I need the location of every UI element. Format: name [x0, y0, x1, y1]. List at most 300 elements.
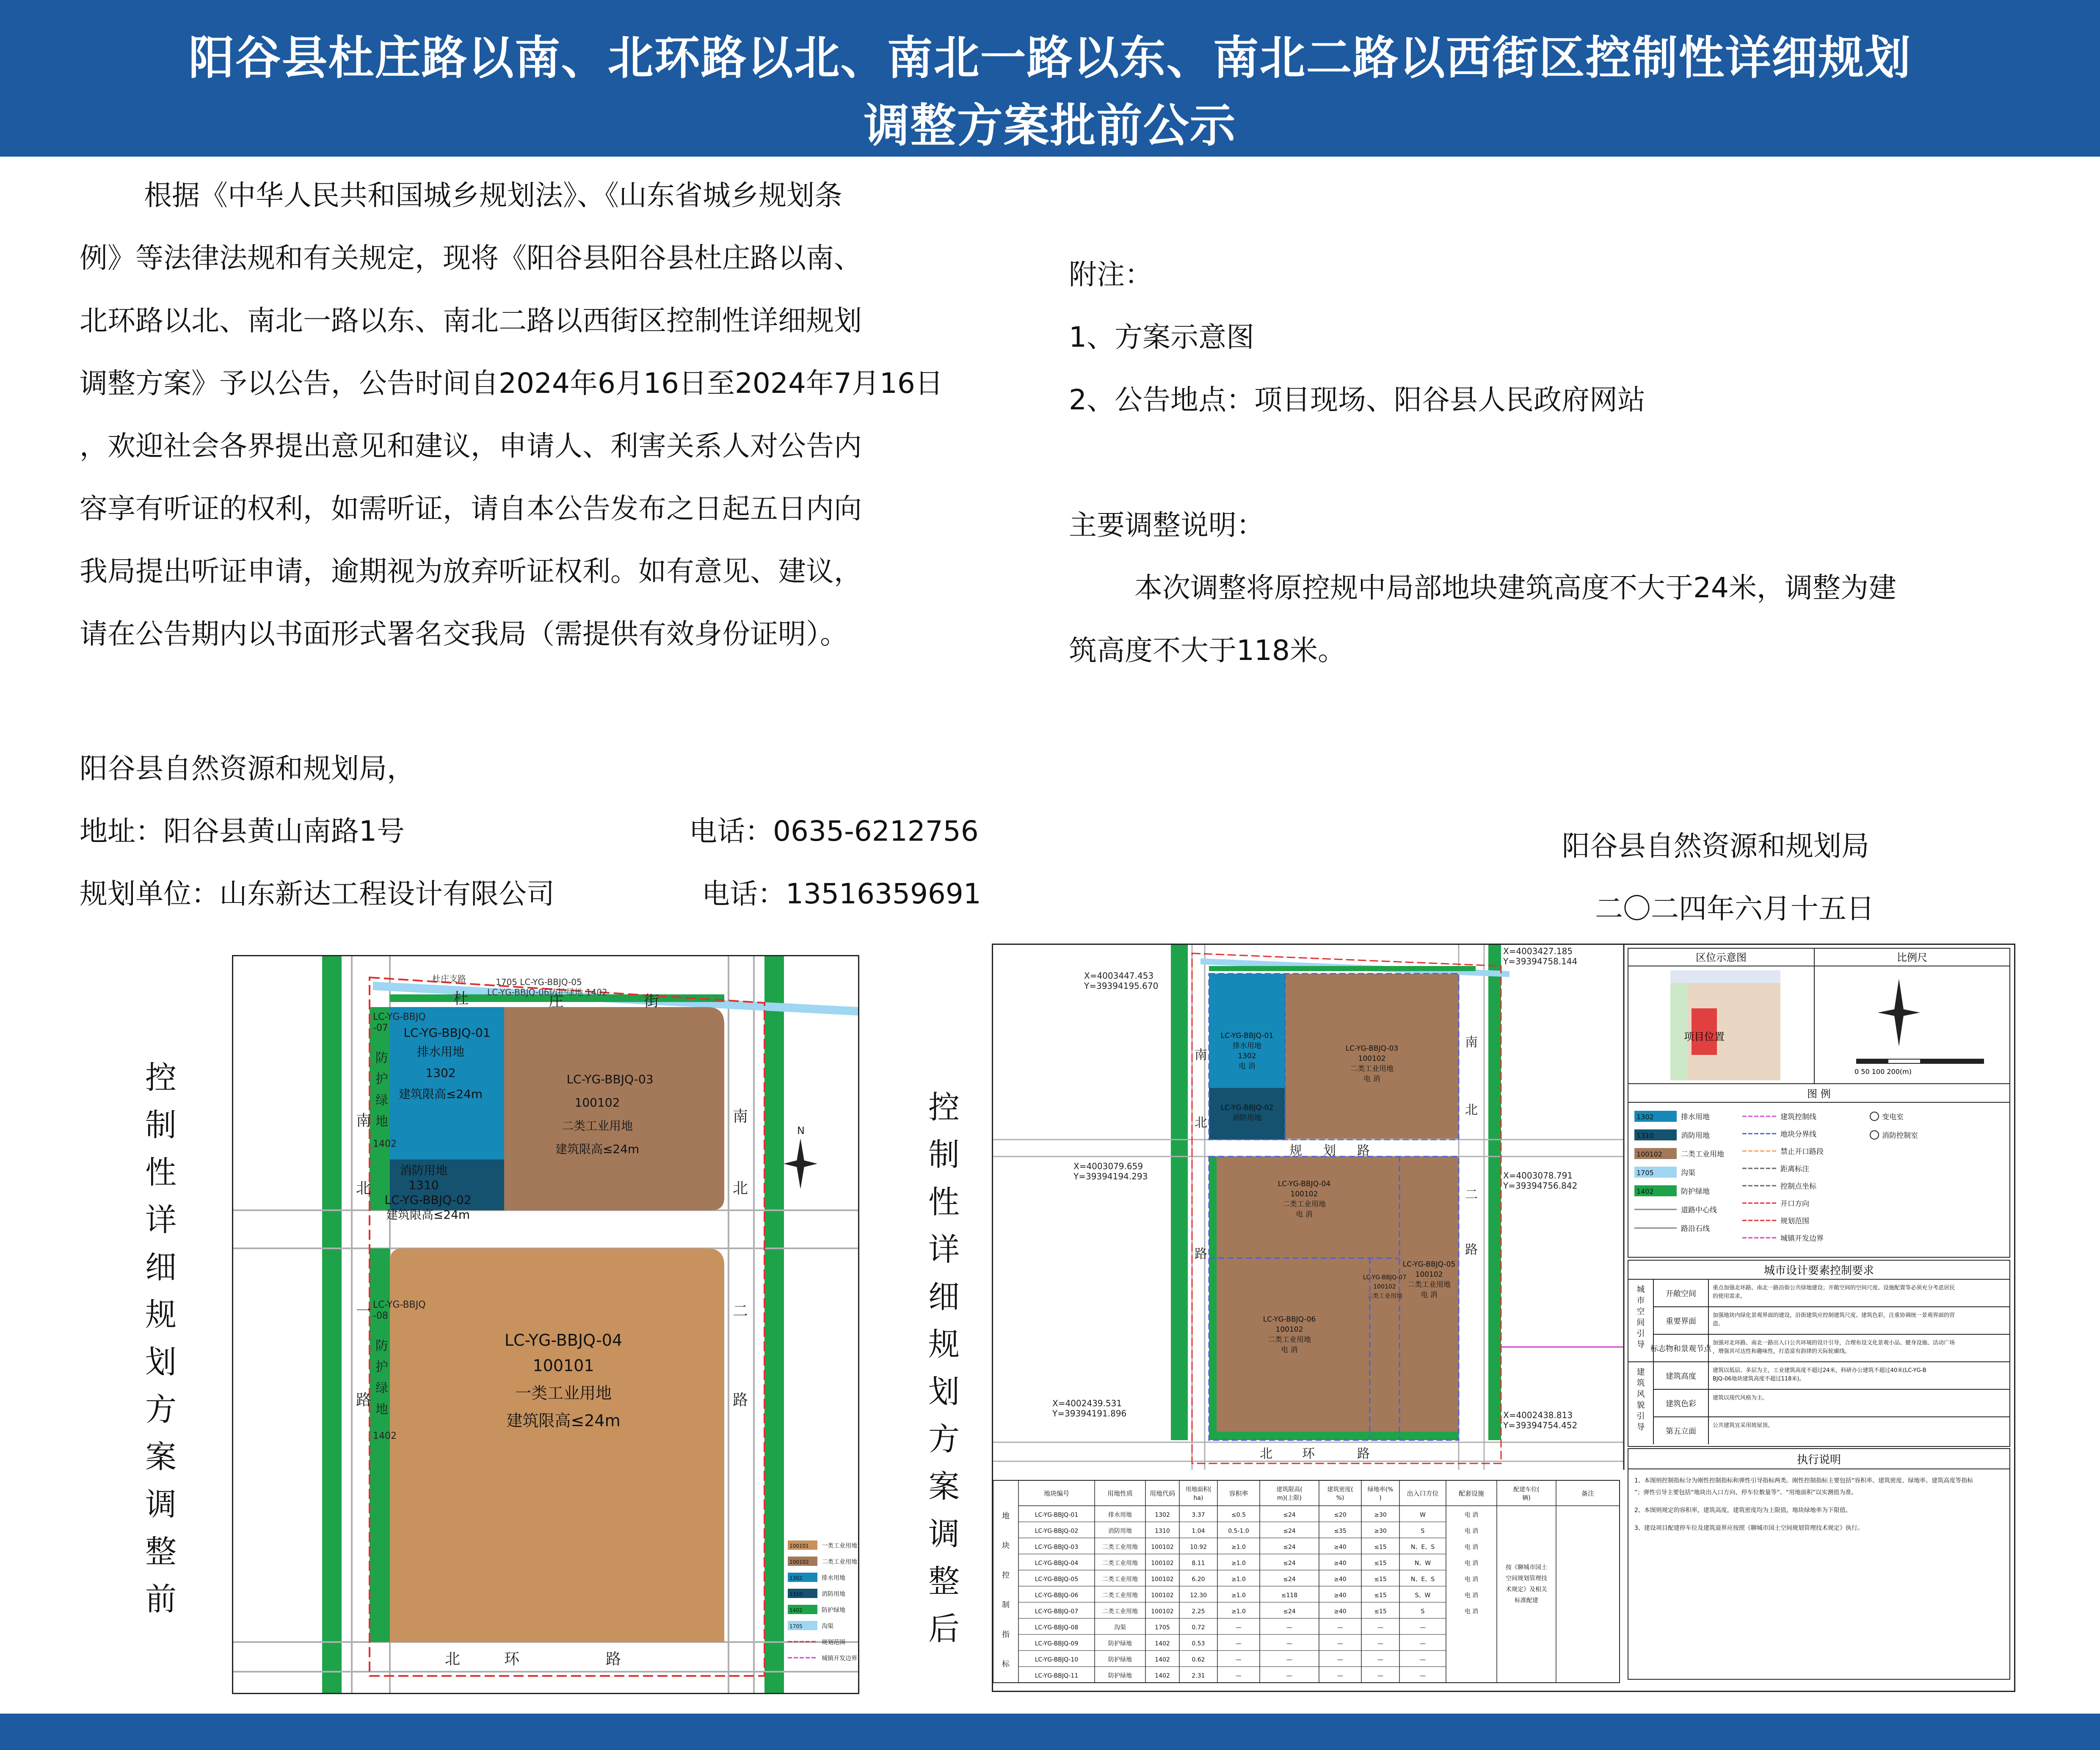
- before-p01-use: 排水用地: [417, 1045, 465, 1059]
- after-table-header: ha): [1193, 1495, 1203, 1502]
- after-table-header: 辆): [1522, 1495, 1531, 1502]
- after-coord2a: X=4003427.185: [1503, 946, 1573, 956]
- after-road-w-1: 南: [1195, 1048, 1207, 1063]
- after-table-cell: —: [1286, 1656, 1292, 1663]
- after-road-w-3: 路: [1195, 1247, 1207, 1261]
- after-legend2-label: 控制点坐标: [1780, 1182, 1816, 1191]
- notice-line-7: 我局提出听证申请，逾期视为放弃听证权利。如有意见、建议，: [80, 555, 862, 588]
- after-urban-group-char: 城: [1636, 1285, 1645, 1294]
- after-table-cell: S: [1421, 1608, 1425, 1615]
- before-green-far-east: [764, 956, 784, 1693]
- after-table-cell: LC-YG-BBJQ-05: [1035, 1576, 1079, 1583]
- before-road-west-1: 南: [356, 1112, 372, 1129]
- after-legend3-label: 消防控制室: [1882, 1132, 1918, 1140]
- after-table-cell: ≤20: [1334, 1512, 1347, 1518]
- after-p03c: 二类工业用地: [1350, 1065, 1394, 1073]
- after-legend-code: 1705: [1636, 1169, 1654, 1177]
- after-table-cell: 100102: [1151, 1608, 1174, 1615]
- after-green-far-west: [1171, 945, 1188, 1440]
- after-coord4b: Y=39394756.842: [1503, 1181, 1578, 1191]
- after-legend2-label: 建筑控制线: [1780, 1113, 1816, 1121]
- after-table-header: 备注: [1581, 1490, 1595, 1497]
- after-table-side-char: 标: [1002, 1660, 1010, 1669]
- after-urban-group-char: 引: [1636, 1329, 1645, 1338]
- after-urban-title: 城市设计要素控制要求: [1763, 1264, 1874, 1277]
- after-urban-desc: ，增强其可达性和趣味性，打造富有韵律的天际轮廓线。: [1713, 1348, 1851, 1355]
- after-table-cell: ≤24: [1283, 1560, 1296, 1567]
- notice-line-5: ，欢迎社会各界提出意见和建议，申请人、利害关系人对公告内: [80, 430, 862, 462]
- before-green-w2b: -08: [373, 1311, 388, 1321]
- after-title-char: 后: [928, 1611, 960, 1647]
- before-title-char: 细: [145, 1249, 177, 1286]
- after-table-cell: ≤35: [1334, 1528, 1347, 1535]
- after-coord2b: Y=39394758.144: [1503, 956, 1578, 966]
- after-table-header: %): [1336, 1495, 1344, 1502]
- after-urban-group-char: 引: [1636, 1411, 1645, 1421]
- before-legend-code: 100101: [789, 1543, 809, 1549]
- before-title-char: 规: [145, 1297, 177, 1333]
- after-table-cell: W: [1420, 1512, 1426, 1518]
- after-table-facility: 电 消: [1464, 1560, 1479, 1567]
- before-green-w2d: 护: [375, 1360, 388, 1375]
- after-table-cell: —: [1377, 1640, 1383, 1647]
- after-table-cell: ≤15: [1374, 1608, 1387, 1615]
- before-road-south-1: 北: [445, 1651, 461, 1668]
- before-map: [232, 955, 859, 1694]
- before-vertical-title: [138, 1054, 184, 1623]
- after-legend-code: 1310: [1636, 1132, 1654, 1140]
- after-table-cell: 防护绿地: [1108, 1640, 1132, 1647]
- after-p01d: 电 消: [1239, 1062, 1256, 1071]
- after-title-char: 方: [928, 1421, 960, 1457]
- after-table-cell: —: [1337, 1673, 1343, 1679]
- after-table-cell: 0.53: [1192, 1640, 1205, 1647]
- after-table-cell: ≤24: [1283, 1576, 1296, 1583]
- notice-line-4: 调整方案》予以公告，公告时间自2024年6月16日至2024年7月16日: [80, 367, 943, 400]
- after-table-cell: 二类工业用地: [1102, 1608, 1138, 1615]
- after-table-facility: 电 消: [1464, 1592, 1479, 1599]
- after-table-cell: LC-YG-BBJQ-02: [1035, 1528, 1079, 1535]
- after-table-cell: 消防用地: [1108, 1528, 1132, 1535]
- after-table-cell: 二类工业用地: [1102, 1560, 1138, 1567]
- after-table-facility: 电 消: [1464, 1512, 1479, 1518]
- after-table-cell: 6.20: [1192, 1576, 1205, 1583]
- after-table-facility: 电 消: [1464, 1528, 1479, 1535]
- after-p04d: 电 消: [1296, 1210, 1313, 1219]
- after-urban-desc: 加强地块内绿化景观界面的建设，沿街建筑应控制建筑尺度、建筑色彩，注重协调统一景观界面的营: [1713, 1312, 1955, 1319]
- after-road-w-2: 北: [1195, 1115, 1207, 1130]
- after-table-header: 绿地率(%: [1367, 1486, 1394, 1493]
- after-table-cell: ≤15: [1374, 1544, 1387, 1551]
- after-table-cell: 1402: [1155, 1656, 1170, 1663]
- after-coord3a: X=4003079.659: [1073, 1161, 1143, 1171]
- after-coord1a: X=4003447.453: [1084, 971, 1154, 981]
- before-legend-label: 防护绿地: [822, 1607, 845, 1614]
- before-legend-code: 1310: [789, 1591, 803, 1597]
- after-urban-group-char: 筑: [1636, 1378, 1645, 1388]
- after-legend-label: 道路中心线: [1681, 1206, 1717, 1215]
- after-table-header: 用地代码: [1149, 1490, 1176, 1497]
- footer-bar: [0, 1714, 2100, 1750]
- after-dev-boundary: [1501, 1326, 1628, 1347]
- after-p04c: 二类工业用地: [1283, 1200, 1326, 1209]
- before-road-south-2: 环: [504, 1651, 520, 1668]
- after-coord6a: X=4002438.813: [1503, 1410, 1573, 1420]
- before-green-w1g: 1402: [373, 1139, 397, 1149]
- signature-date: 二〇二四年六月十五日: [1595, 892, 1874, 925]
- after-urban-desc: 建筑以低层、多层为主，工业建筑高度不超过24米，科研办公建筑不超过40米(LC-YG-B: [1713, 1367, 1926, 1374]
- title-banner: [0, 0, 2100, 157]
- after-p06c: 二类工业用地: [1268, 1336, 1311, 1344]
- after-legend-code: 1302: [1636, 1113, 1654, 1121]
- after-table-note: 标准配建: [1515, 1597, 1538, 1604]
- adjustment-line-2: 筑高度不大于118米。: [1069, 634, 1346, 667]
- after-p03d: 电 消: [1363, 1075, 1380, 1083]
- after-info-panels: [1624, 945, 2014, 1691]
- before-parcel-04: [390, 1248, 724, 1642]
- before-p02-num: 1310: [408, 1178, 439, 1192]
- before-green-w1: LC-YG-BBJQ: [373, 1012, 426, 1022]
- after-title-char: 规: [928, 1326, 960, 1363]
- notice-line-1: 根据《中华人民共和国城乡规划法》、《山东省城乡规划条: [144, 179, 842, 212]
- after-table-cell: 1402: [1155, 1673, 1170, 1679]
- after-table-side-char: 地: [1002, 1512, 1010, 1521]
- after-table-cell: —: [1420, 1673, 1426, 1679]
- after-legend-label: 防护绿地: [1681, 1187, 1710, 1196]
- after-urban-group-char: 间: [1636, 1318, 1645, 1327]
- before-p04-use: 一类工业用地: [515, 1384, 612, 1402]
- after-table-cell: ≥1.0: [1231, 1608, 1246, 1615]
- after-parcel-01: [1209, 974, 1285, 1088]
- after-title-char: 细: [928, 1279, 960, 1315]
- before-legend-label: 一类工业用地: [822, 1543, 857, 1549]
- notice-line-6: 容享有听证的权利，如需听证，请自本公告发布之日起五日内向: [80, 492, 862, 525]
- after-table-cell: 1310: [1155, 1528, 1170, 1535]
- after-p03b: 100102: [1358, 1054, 1386, 1063]
- after-p07c: 二类工业用地: [1367, 1293, 1402, 1300]
- before-p04-h: 建筑限高≤24m: [506, 1411, 621, 1430]
- before-green-w1e: 绿: [375, 1093, 388, 1108]
- after-title-char: 控: [928, 1089, 960, 1126]
- after-table-cell: 10.92: [1189, 1544, 1207, 1551]
- before-legend-label: 二类工业用地: [822, 1559, 857, 1565]
- after-table-cell: 0.62: [1192, 1656, 1205, 1663]
- before-title-char: 制: [145, 1107, 177, 1143]
- after-table-cell: 100102: [1151, 1576, 1174, 1583]
- after-indicator-table: [993, 1480, 1620, 1683]
- before-title-char: 整: [145, 1534, 177, 1570]
- after-legend2-label: 距离标注: [1780, 1165, 1809, 1173]
- before-green-w1b: -07: [373, 1023, 388, 1033]
- after-table-cell: 二类工业用地: [1102, 1592, 1138, 1599]
- signature-org: 阳谷县自然资源和规划局: [1562, 830, 1869, 862]
- attachment-item-2: 2、公告地点：项目现场、阳谷县人民政府网站: [1069, 384, 1645, 416]
- after-table-side-char: 指: [1002, 1630, 1010, 1639]
- after-p02: LC-YG-BBJQ-02: [1220, 1104, 1274, 1112]
- after-legend2-label: 城镇开发边界: [1780, 1234, 1824, 1243]
- after-scale-ticks: 0 50 100 200(m): [1854, 1068, 1912, 1076]
- attachment-item-1: 1、方案示意图: [1069, 321, 1254, 353]
- after-table-cell: LC-YG-BBJQ-08: [1035, 1624, 1079, 1631]
- after-table-cell: 3.37: [1192, 1512, 1205, 1518]
- contact-designer: 规划单位：山东新达工程设计有限公司: [80, 878, 555, 910]
- before-green-w2e: 绿: [375, 1381, 388, 1396]
- after-legend-label: 沟渠: [1681, 1169, 1695, 1177]
- after-table-cell: —: [1337, 1640, 1343, 1647]
- after-title-char: 整: [928, 1563, 960, 1600]
- before-p01-num: 1302: [425, 1066, 456, 1080]
- after-table-cell: —: [1420, 1656, 1426, 1663]
- before-green-w1c: 防: [375, 1051, 388, 1065]
- after-table-cell: ≤24: [1283, 1528, 1296, 1535]
- after-table-cell: LC-YG-BBJQ-03: [1035, 1544, 1079, 1551]
- before-p01-code: LC-YG-BBJQ-01: [403, 1026, 491, 1040]
- after-road-mid-3: 路: [1357, 1143, 1370, 1158]
- after-table-cell: 2.25: [1192, 1608, 1205, 1615]
- after-map-drawing: [993, 945, 1628, 1470]
- after-table-cell: 1705: [1155, 1624, 1170, 1631]
- after-p01: LC-YG-BBJQ-01: [1220, 1032, 1274, 1040]
- after-urban-group-char: 空: [1636, 1307, 1645, 1316]
- before-road-west-2: 北: [356, 1180, 372, 1197]
- after-table-cell: —: [1286, 1640, 1292, 1647]
- after-table-cell: —: [1420, 1640, 1426, 1647]
- after-table-cell: —: [1337, 1624, 1343, 1631]
- after-table-cell: ≥1.0: [1231, 1576, 1246, 1583]
- page-title-line2: 调整方案批前公示: [864, 99, 1236, 152]
- after-urban-group-char: 导: [1636, 1340, 1645, 1349]
- before-green-west-1: [370, 1007, 390, 1210]
- after-table-cell: 2.31: [1192, 1673, 1205, 1679]
- after-urban-desc: 的使用需求。: [1713, 1293, 1746, 1300]
- after-urban-group-char: 建: [1636, 1367, 1645, 1377]
- after-p01b: 排水用地: [1233, 1042, 1261, 1050]
- after-loc-title: 区位示意图: [1696, 952, 1747, 963]
- after-title-char: 案: [928, 1468, 960, 1505]
- after-table-cell: ≥40: [1334, 1544, 1347, 1551]
- after-table-cell: 12.30: [1189, 1592, 1207, 1599]
- after-table-cell: LC-YG-BBJQ-07: [1035, 1608, 1079, 1615]
- after-table-cell: ≥1.0: [1231, 1592, 1246, 1599]
- contact-org: 阳谷县自然资源和规划局，: [80, 752, 415, 785]
- contact-phone-2: 电话：13516359691: [702, 878, 981, 910]
- after-table-cell: ≥1.0: [1231, 1544, 1246, 1551]
- before-road-west-3: 一: [356, 1303, 372, 1320]
- page-title-line1: 阳谷县杜庄路以南、北环路以北、南北一路以东、南北二路以西街区控制性详细规划: [188, 32, 1912, 85]
- after-p06d: 电 消: [1281, 1346, 1298, 1354]
- after-table-cell: —: [1236, 1673, 1242, 1679]
- after-table-header: ): [1379, 1495, 1382, 1502]
- before-green-w2c: 防: [375, 1339, 388, 1353]
- after-table-header: 用地性质: [1107, 1490, 1133, 1497]
- before-legend-code: 1402: [789, 1607, 803, 1613]
- after-urban-desc: 公共建筑宜采用坡屋顶。: [1713, 1422, 1774, 1429]
- before-p02-code: LC-YG-BBJQ-02: [384, 1193, 472, 1207]
- after-table-cell: ≥40: [1334, 1592, 1347, 1599]
- attachments-heading: 附注：: [1069, 258, 1153, 291]
- after-road-mid-2: 划: [1323, 1143, 1336, 1158]
- after-table-cell: 100102: [1151, 1560, 1174, 1567]
- before-p01-h: 建筑限高≤24m: [398, 1087, 483, 1101]
- before-road-east-2: 北: [733, 1180, 748, 1197]
- after-table-cell: 0.72: [1192, 1624, 1205, 1631]
- before-p03-h: 建筑限高≤24m: [555, 1142, 640, 1156]
- before-legend: [788, 1540, 857, 1662]
- after-table-note: 术规定》及相关: [1506, 1586, 1547, 1593]
- before-road-east-1: 南: [733, 1108, 748, 1125]
- after-table-header: 建筑限高(: [1276, 1486, 1302, 1493]
- before-legend-label: 城镇开发边界: [822, 1655, 857, 1662]
- after-p04: LC-YG-BBJQ-04: [1278, 1180, 1331, 1188]
- after-green-far-east: [1488, 945, 1501, 1440]
- after-p01c: 1302: [1238, 1052, 1256, 1060]
- notice-line-8: 请在公告期内以书面形式署名交我局（需提供有效身份证明）。: [80, 618, 848, 650]
- before-p03-code: LC-YG-BBJQ-03: [566, 1072, 654, 1086]
- before-legend-code: 100102: [789, 1559, 809, 1565]
- after-legend-code: 1402: [1636, 1187, 1654, 1195]
- after-table-header: 配建车位(: [1513, 1486, 1540, 1493]
- after-p02b: 消防用地: [1233, 1114, 1261, 1122]
- after-table-cell: ≤24: [1283, 1544, 1296, 1551]
- after-table-cell: —: [1286, 1673, 1292, 1679]
- after-urban-group-char: 貌: [1636, 1400, 1645, 1410]
- after-urban-name: 建筑色彩: [1666, 1399, 1696, 1408]
- after-urban-desc: 加强对北环路、南北一路出入口公共环境的设计引导，合理布设文化景观小品、健身设施、活动广场: [1713, 1340, 1955, 1346]
- before-title-char: 划: [145, 1344, 177, 1380]
- after-coord6b: Y=39394754.452: [1503, 1420, 1578, 1430]
- before-legend-label: 规划范围: [822, 1639, 845, 1646]
- after-legend3-label: 变电室: [1882, 1113, 1904, 1121]
- before-road-south-3: 路: [606, 1651, 621, 1668]
- after-table-header: 用地面积(: [1185, 1486, 1211, 1493]
- after-table-cell: ≥1.0: [1231, 1560, 1246, 1567]
- after-exec-line: 2、本图则规定的容积率，建筑高度，建筑密度均为上限值，地块绿地率为下限值。: [1634, 1507, 1852, 1514]
- after-title-char: 划: [928, 1374, 960, 1410]
- after-table-cell: 8.11: [1192, 1560, 1205, 1567]
- after-table-cell: N、W: [1414, 1560, 1431, 1567]
- after-p07: LC-YG-BBJQ-07: [1363, 1274, 1407, 1281]
- after-table-cell: LC-YG-BBJQ-06: [1035, 1592, 1079, 1599]
- after-table-note: 按《聊城市国土: [1506, 1564, 1547, 1571]
- after-table-cell: —: [1236, 1640, 1242, 1647]
- after-table-cell: ≥40: [1334, 1576, 1347, 1583]
- after-road-e-3: 二: [1465, 1187, 1478, 1202]
- before-green-w2g: 1402: [373, 1431, 397, 1441]
- notice-line-2: 例》等法律法规和有关规定，现将《阳谷县阳谷县杜庄路以南、: [80, 242, 862, 274]
- after-table-facility: 电 消: [1464, 1608, 1479, 1615]
- after-legend2-label: 禁止开口路段: [1780, 1148, 1824, 1156]
- after-table-cell: 沟渠: [1114, 1624, 1126, 1631]
- after-loc-label: 项目位置: [1684, 1031, 1725, 1043]
- before-north-label: N: [797, 1125, 805, 1137]
- before-legend-label: 排水用地: [822, 1575, 845, 1582]
- after-legend2-label: 规划范围: [1780, 1217, 1809, 1226]
- after-coord3b: Y=39394194.293: [1073, 1171, 1148, 1181]
- after-legend-label: 路沿石线: [1681, 1225, 1710, 1233]
- after-table-cell: 排水用地: [1108, 1512, 1132, 1518]
- after-table-cell: LC-YG-BBJQ-11: [1035, 1673, 1079, 1679]
- after-table-cell: 防护绿地: [1108, 1673, 1132, 1679]
- after-table-header: m)(上限): [1277, 1495, 1302, 1502]
- after-table-cell: 100102: [1151, 1544, 1174, 1551]
- after-title-char: 调: [928, 1516, 960, 1552]
- after-p05b: 100102: [1415, 1270, 1443, 1279]
- after-table-cell: —: [1236, 1624, 1242, 1631]
- after-road-s-3: 路: [1357, 1446, 1370, 1461]
- after-table-cell: 1302: [1155, 1512, 1170, 1518]
- after-p06b: 100102: [1275, 1325, 1303, 1334]
- after-coord5b: Y=39394191.896: [1052, 1408, 1127, 1419]
- after-title-char: 性: [928, 1184, 960, 1220]
- before-title-char: 案: [145, 1439, 177, 1475]
- after-table-header: 容积率: [1229, 1490, 1248, 1497]
- after-table-cell: —: [1377, 1673, 1383, 1679]
- before-p02-h: 建筑限高≤24m: [386, 1208, 470, 1222]
- before-road-north-3: 街: [644, 993, 660, 1010]
- after-table-cell: ≤0.5: [1231, 1512, 1246, 1518]
- adjustment-heading: 主要调整说明：: [1069, 509, 1264, 541]
- after-title-char: 详: [928, 1231, 960, 1268]
- after-table-cell: LC-YG-BBJQ-01: [1035, 1512, 1079, 1518]
- before-green-far-west: [322, 956, 342, 1693]
- after-legend-label: 二类工业用地: [1681, 1150, 1724, 1159]
- after-urban-desc: 建筑以现代风格为主。: [1713, 1395, 1768, 1401]
- after-table-side-char: 控: [1002, 1571, 1010, 1580]
- after-table-facility: 电 消: [1464, 1544, 1479, 1551]
- after-urban-group-char: 风: [1636, 1389, 1645, 1399]
- before-p03-use: 二类工业用地: [561, 1119, 633, 1133]
- after-legend-label: 消防用地: [1681, 1132, 1710, 1140]
- before-legend-code: 1705: [789, 1623, 803, 1629]
- after-legend-label: 排水用地: [1681, 1113, 1710, 1121]
- after-table-cell: ≥30: [1374, 1528, 1387, 1535]
- after-road-e-1: 南: [1465, 1035, 1478, 1050]
- after-table-header: 地块编号: [1043, 1490, 1070, 1497]
- before-p02-use: 消防用地: [400, 1163, 448, 1177]
- after-table-cell: 1402: [1155, 1640, 1170, 1647]
- after-table-side-char: 块: [1002, 1541, 1010, 1550]
- after-table-cell: N、E、S: [1410, 1544, 1435, 1551]
- after-table-cell: S、W: [1415, 1592, 1431, 1599]
- after-road-mid-1: 规: [1289, 1143, 1302, 1158]
- after-table-cell: ≥40: [1334, 1560, 1347, 1567]
- after-p06: LC-YG-BBJQ-06: [1263, 1315, 1316, 1324]
- after-table-header: 建筑密度(: [1327, 1486, 1353, 1493]
- after-table-cell: —: [1236, 1656, 1242, 1663]
- before-road-north-small: 杜庄支路: [432, 974, 466, 984]
- after-exec-line: 1、本图则控制指标分为刚性控制指标和弹性引导指标两类。刚性控制指标主要包括“容积率、建筑密度、绿地率、建筑高度等指标: [1634, 1477, 1973, 1484]
- after-table-cell: 100102: [1151, 1592, 1174, 1599]
- before-north-arrow-icon: [784, 1125, 817, 1189]
- after-urban-group-char: 市: [1636, 1296, 1645, 1305]
- before-p04-code: LC-YG-BBJQ-04: [504, 1331, 623, 1350]
- after-table-cell: LC-YG-BBJQ-09: [1035, 1640, 1079, 1647]
- before-legend-label: 消防用地: [822, 1591, 845, 1598]
- before-p04-num: 100101: [533, 1356, 594, 1375]
- after-p04b: 100102: [1290, 1190, 1318, 1198]
- after-table-cell: ≥30: [1374, 1512, 1387, 1518]
- before-road-north-1: 杜: [453, 990, 469, 1007]
- after-table-cell: 防护绿地: [1108, 1656, 1132, 1663]
- before-title-char: 详: [145, 1202, 177, 1238]
- before-road-east-3: 二: [733, 1303, 748, 1320]
- after-table-cell: —: [1286, 1624, 1292, 1631]
- after-scale-title: 比例尺: [1897, 952, 1927, 963]
- after-table-cell: ≤24: [1283, 1512, 1296, 1518]
- after-table-cell: ≤15: [1374, 1560, 1387, 1567]
- after-exec-title: 执行说明: [1796, 1454, 1841, 1466]
- after-coord4a: X=4003078.791: [1503, 1170, 1573, 1181]
